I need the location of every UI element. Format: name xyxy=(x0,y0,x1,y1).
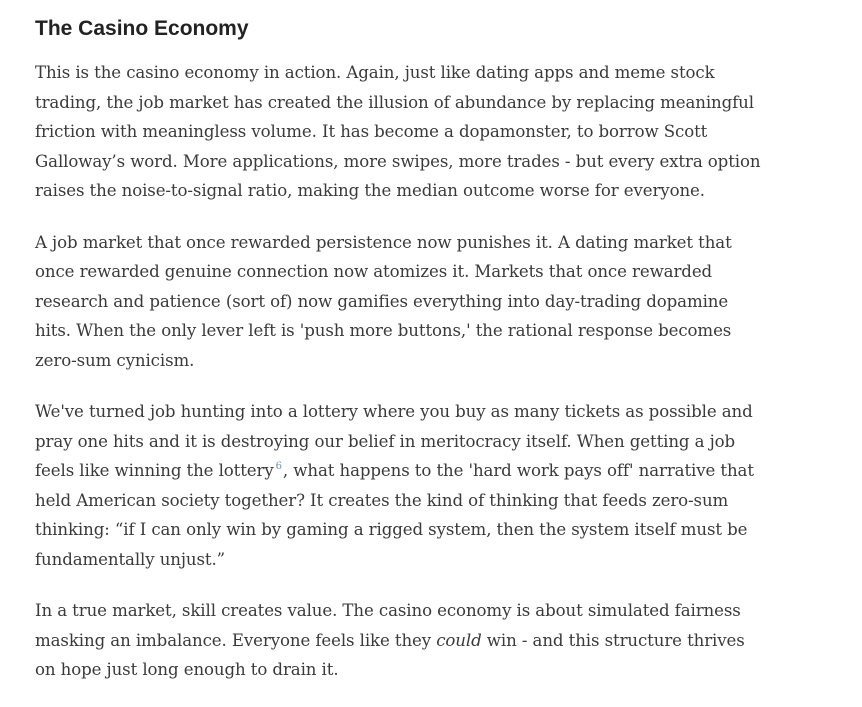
text-line: Galloway’s word. More applications, more swipes, more trades - but every extra option xyxy=(35,151,761,171)
text-line: research and patience (sort of) now gamifies everything into day-trading dopamine xyxy=(35,291,729,311)
text-line: thinking: “if I can only win by gaming a rigged system, then the system itself must be xyxy=(35,520,748,539)
text-line: once rewarded genuine connection now atomizes it. Markets that once rewarded xyxy=(35,262,713,281)
text-line: hits. When the only lever left is 'push more buttons,' the rational response becomes xyxy=(35,321,732,340)
paragraph-2 xyxy=(35,228,835,376)
text-line: zero-sum cynicism. xyxy=(35,350,195,370)
text-segment: win - and this structure thrives xyxy=(481,630,745,650)
text-line-with-emphasis xyxy=(35,626,835,656)
text-line: raises the noise-to-signal ratio, making the median outcome worse for everyone. xyxy=(35,181,705,200)
text-segment: masking an imbalance. Everyone feels like they xyxy=(35,630,437,650)
paragraph-3 xyxy=(35,397,835,574)
text-segment: feels like winning the lottery xyxy=(35,461,274,480)
text-line: fundamentally unjust.” xyxy=(35,549,226,569)
text-line: friction with meaningless volume. It has become a dopamonster, to borrow Scott xyxy=(35,122,708,141)
text-line: This is the casino economy in action. Again, just like dating apps and meme stock xyxy=(35,63,715,82)
text-line: pray one hits and it is destroying our belief in meritocracy itself. When getting a job xyxy=(35,431,736,451)
emphasis-text: could xyxy=(436,630,482,650)
text-line: A job market that once rewarded persistence now punishes it. A dating market that xyxy=(35,232,732,252)
text-line: on hope just long enough to drain it. xyxy=(35,660,339,679)
article xyxy=(35,14,835,707)
paragraph-4 xyxy=(35,596,835,685)
text-line: In a true market, skill creates value. The casino economy is about simulated fairness xyxy=(35,601,741,620)
text-line: We've turned job hunting into a lottery where you buy as many tickets as possible and xyxy=(35,402,753,421)
text-segment: , what happens to the 'hard work pays off' narrative that xyxy=(282,461,754,480)
text-line-with-footnote xyxy=(35,456,835,486)
footnote-reference-link[interactable]: 6 xyxy=(275,461,282,473)
text-line: trading, the job market has created the illusion of abundance by replacing meaningful xyxy=(35,92,754,112)
text-line: held American society together? It creates the kind of thinking that feeds zero-sum xyxy=(35,490,729,510)
paragraph-1 xyxy=(35,58,835,206)
section-title: The Casino Economy xyxy=(35,17,249,40)
